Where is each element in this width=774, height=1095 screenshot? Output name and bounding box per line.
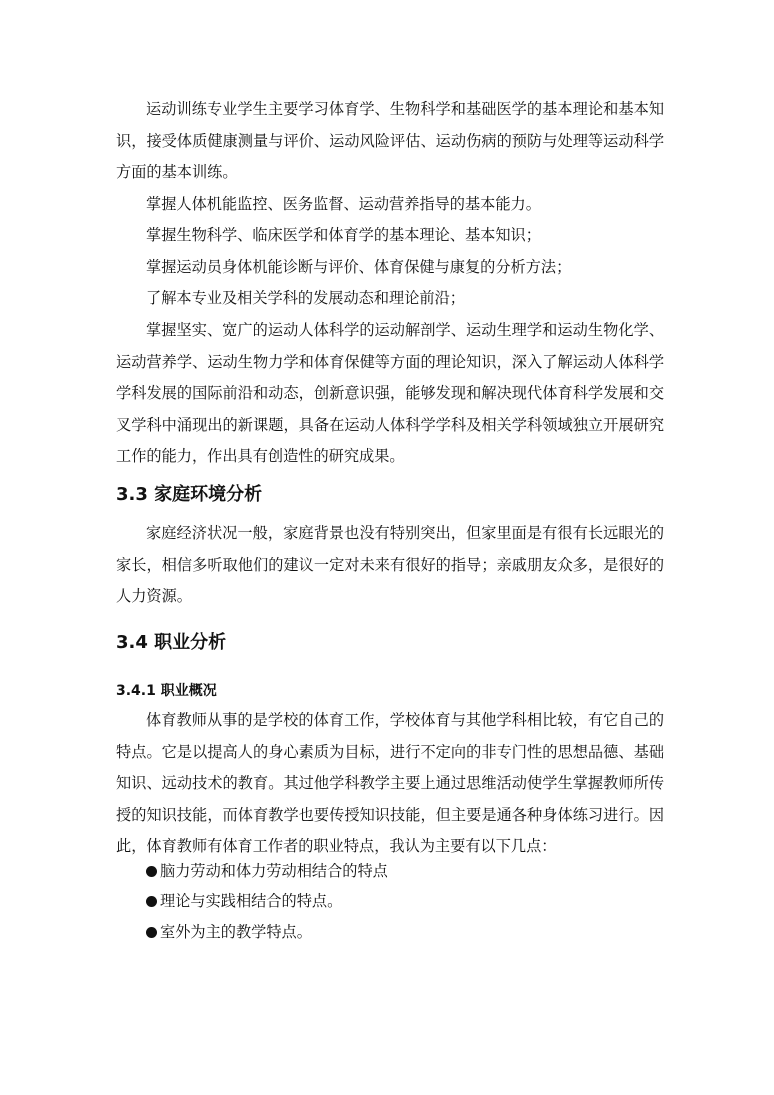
paragraph-diagnosis-methods: 掌握运动员身体机能诊断与评价、体育保健与康复的分析方法； (146, 258, 572, 276)
paragraph-frontier: 了解本专业及相关学科的发展动态和理论前沿； (146, 289, 465, 307)
subsection-heading-career-overview: 3.4.1 职业概况 (116, 683, 217, 699)
bullet-icon (146, 927, 157, 938)
section-heading-career-analysis: 3.4 职业分析 (116, 632, 227, 653)
bullet-icon (146, 896, 157, 907)
list-item-text: 脑力劳动和体力劳动相结合的特点 (160, 862, 388, 880)
paragraph-family-environment: 家庭经济状况一般，家庭背景也没有特别突出，但家里面是有很有长远眼光的家长，相信多听取他们的建议一定对未来有很好的指导；亲戚朋友众多，是很好的人力资源。 (116, 524, 664, 605)
paragraph-basic-theory: 掌握生物科学、临床医学和体育学的基本理论、基本知识； (146, 226, 541, 244)
list-item-text: 室外为主的教学特点。 (160, 923, 312, 941)
paragraph-career-overview: 体育教师从事的是学校的体育工作，学校体育与其他学科相比较，有它自己的特点。它是以提高人的身心素质为目标，进行不定向的非专门性的思想品德、基础知识、远动技术的教育。其过他学科教学主要上通过思维活动使学生掌握教师所传授的知识技能，而体育教学也要传授知识技能，但主要是通各种身体练习进行。因此，体育教师有体育工作者的职业特点，我认为主要有以下几点： (116, 711, 664, 855)
paragraph-ability-monitoring: 掌握人体机能监控、医务监督、运动营养指导的基本能力。 (146, 195, 541, 213)
list-item (146, 886, 342, 918)
list-item-text: 理论与实践相结合的特点。 (160, 892, 343, 910)
list-item (146, 856, 388, 888)
section-heading-family-environment: 3.3 家庭环境分析 (116, 484, 263, 505)
list-item (146, 917, 312, 949)
paragraph-research-ability: 掌握坚实、宽广的运动人体科学的运动解剖学、运动生理学和运动生物化学、运动营养学、运动生物力学和体育保健等方面的理论知识，深入了解运动人体科学学科发展的国际前沿和动态，创新意识强，能够发现和解决现代体育科学发展和交叉学科中涌现出的新课题，具备在运动人体科学学科及相关学科领域独立开展研究工作的能力，作出具有创造性的研究成果。 (116, 321, 664, 465)
paragraph-training-major: 运动训练专业学生主要学习体育学、生物科学和基础医学的基本理论和基本知识，接受体质健康测量与评价、运动风险评估、运动伤病的预防与处理等运动科学方面的基本训练。 (116, 100, 664, 181)
bullet-icon (146, 866, 157, 877)
